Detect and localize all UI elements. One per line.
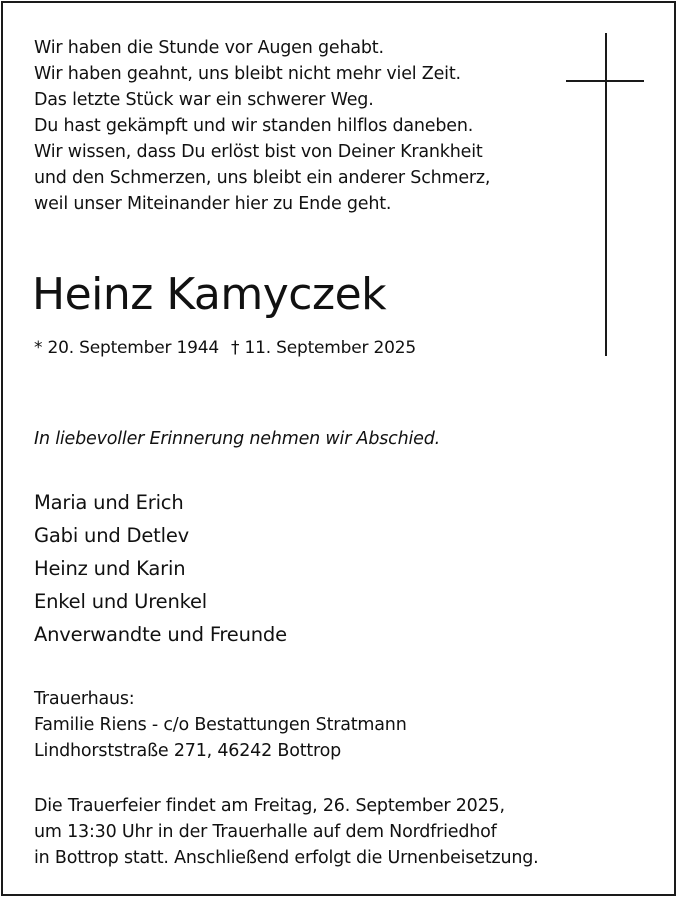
list-item: Heinz und Karin <box>34 557 186 580</box>
poem <box>34 35 574 217</box>
cross-icon-bar <box>566 80 644 82</box>
poem-line: Wir haben die Stunde vor Augen gehabt. <box>34 38 384 58</box>
poem-line: Du hast gekämpft und wir standen hilflos daneben. <box>34 116 474 136</box>
deceased-name: Heinz Kamyczek <box>32 269 387 320</box>
farewell-intro: In liebevoller Erinnerung nehmen wir Abschied. <box>34 429 440 449</box>
house-label: Trauerhaus: <box>34 689 135 709</box>
poem-line: weil unser Miteinander hier zu Ende geht. <box>34 194 392 214</box>
list-item: Enkel und Urenkel <box>34 590 208 613</box>
poem-line: Wir haben geahnt, uns bleibt nicht mehr viel Zeit. <box>34 64 461 84</box>
list-item: Anverwandte und Freunde <box>34 623 287 646</box>
house-line: Familie Riens - c/o Bestattungen Stratmann <box>34 715 407 735</box>
list-item: Gabi und Detlev <box>34 524 189 547</box>
ceremony-line: um 13:30 Uhr in der Trauerhalle auf dem Nordfriedhof <box>34 822 497 842</box>
birth-date: * 20. September 1944 <box>34 338 219 358</box>
poem-line: Das letzte Stück war ein schwerer Weg. <box>34 90 374 110</box>
ceremony-line: Die Trauerfeier findet am Freitag, 26. September 2025, <box>34 796 505 816</box>
death-date: † 11. September 2025 <box>230 338 416 358</box>
mourning-house <box>34 686 407 764</box>
ceremony-info <box>34 793 539 871</box>
poem-line: und den Schmerzen, uns bleibt ein anderer Schmerz, <box>34 168 491 188</box>
house-address: Lindhorststraße 271, 46242 Bottrop <box>34 741 342 761</box>
list-item: Maria und Erich <box>34 491 184 514</box>
life-dates <box>34 336 416 360</box>
mourners-list <box>34 486 287 651</box>
poem-line: Wir wissen, dass Du erlöst bist von Deiner Krankheit <box>34 142 483 162</box>
ceremony-line: in Bottrop statt. Anschließend erfolgt die Urnenbeisetzung. <box>34 848 539 868</box>
